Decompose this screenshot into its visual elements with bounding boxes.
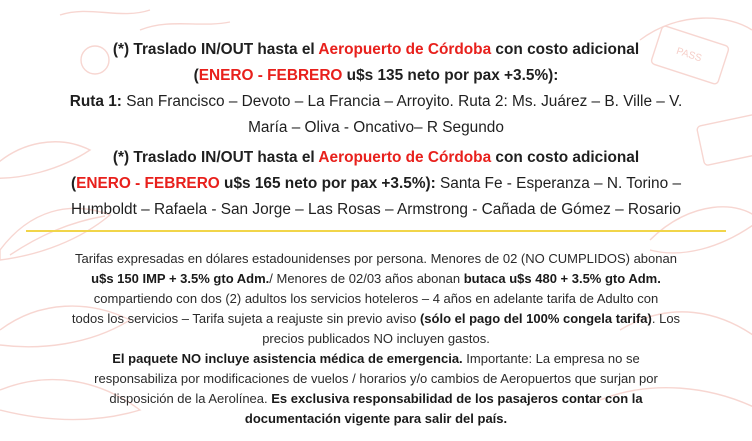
terms-line: precios publicados NO incluyen gastos. [262,331,490,346]
child-seat-fee: butaca u$s 480 + 3.5% gto Adm. [463,271,661,286]
terms-line: documentación vigente para salir del país. [244,411,508,426]
infant-fee: u$s 150 IMP + 3.5% gto Adm. [91,271,270,286]
paren-open: ( [193,67,199,84]
documents-note: Es exclusiva responsabilidad de los pasajeros contar con la [271,391,643,406]
transfer-heading [0,145,752,171]
terms-text: Importante: La empresa no se [462,351,640,366]
transfer-heading-suffix: con costo adicional [491,149,640,166]
route-line-cont: María – Oliva - Oncativo– R Segundo [248,119,504,136]
terms-text: / Menores de 02/03 años abonan [269,271,464,286]
stamp-text: PASS [674,45,703,65]
terms-line: responsabiliza por modificaciones de vuelos / horarios y/o cambios de Aeropuertos que surjan por [94,371,658,386]
route-line-cont: Humboldt – Rafaela - San Jorge – Las Rosas – Armstrong - Cañada de Gómez – Rosario [71,201,681,218]
terms-note [18,249,734,429]
season-label: ENERO - FEBRERO [76,175,220,192]
transfer-block-165 [0,145,752,223]
transfer-heading [0,37,752,63]
airport-name: Aeropuerto de Córdoba [318,41,492,58]
transfer-block-135 [0,37,752,141]
terms-line [18,349,734,369]
medical-note: El paquete NO incluye asistencia médica de emergencia. [112,351,463,366]
route-list: Santa Fe - Esperanza – N. Torino – [435,175,682,192]
terms-text: . Los [651,311,681,326]
transfer-price: u$s 165 neto por pax +3.5%): [219,175,436,192]
route-list: San Francisco – Devoto – La Francia – Arroyito. Ruta 2: Ms. Juárez – B. Ville – V. [121,93,683,110]
season-label: ENERO - FEBRERO [198,67,343,84]
airport-name: Aeropuerto de Córdoba [318,149,492,166]
transfer-heading-suffix: con costo adicional [491,41,640,58]
transfer-price: u$s 135 neto por pax +3.5%): [342,67,559,84]
route-label: Ruta 1: [69,93,122,110]
transfer-price-line [0,63,752,89]
terms-text: disposición de la Aerolínea. [109,391,272,406]
terms-line [18,269,734,289]
terms-line [18,389,734,409]
terms-line [18,309,734,329]
route-line [0,89,752,115]
transfer-heading-text: (*) Traslado IN/OUT hasta el [112,149,319,166]
terms-line: Tarifas expresadas en dólares estadounidenses por persona. Menores de 02 (NO CUMPLIDOS) abonan [75,251,677,266]
payment-note: (sólo el pago del 100% congela tarifa) [419,311,652,326]
terms-line: compartiendo con dos (2) adultos los servicios hoteleros – 4 años en adelante tarifa de Adulto con [93,291,659,306]
terms-text: todos los servicios – Tarifa sujeta a reajuste sin previo aviso [71,311,420,326]
section-divider [26,230,726,232]
transfer-price-line [0,171,752,197]
transfer-heading-text: (*) Traslado IN/OUT hasta el [112,41,319,58]
paren-open: ( [70,175,77,192]
